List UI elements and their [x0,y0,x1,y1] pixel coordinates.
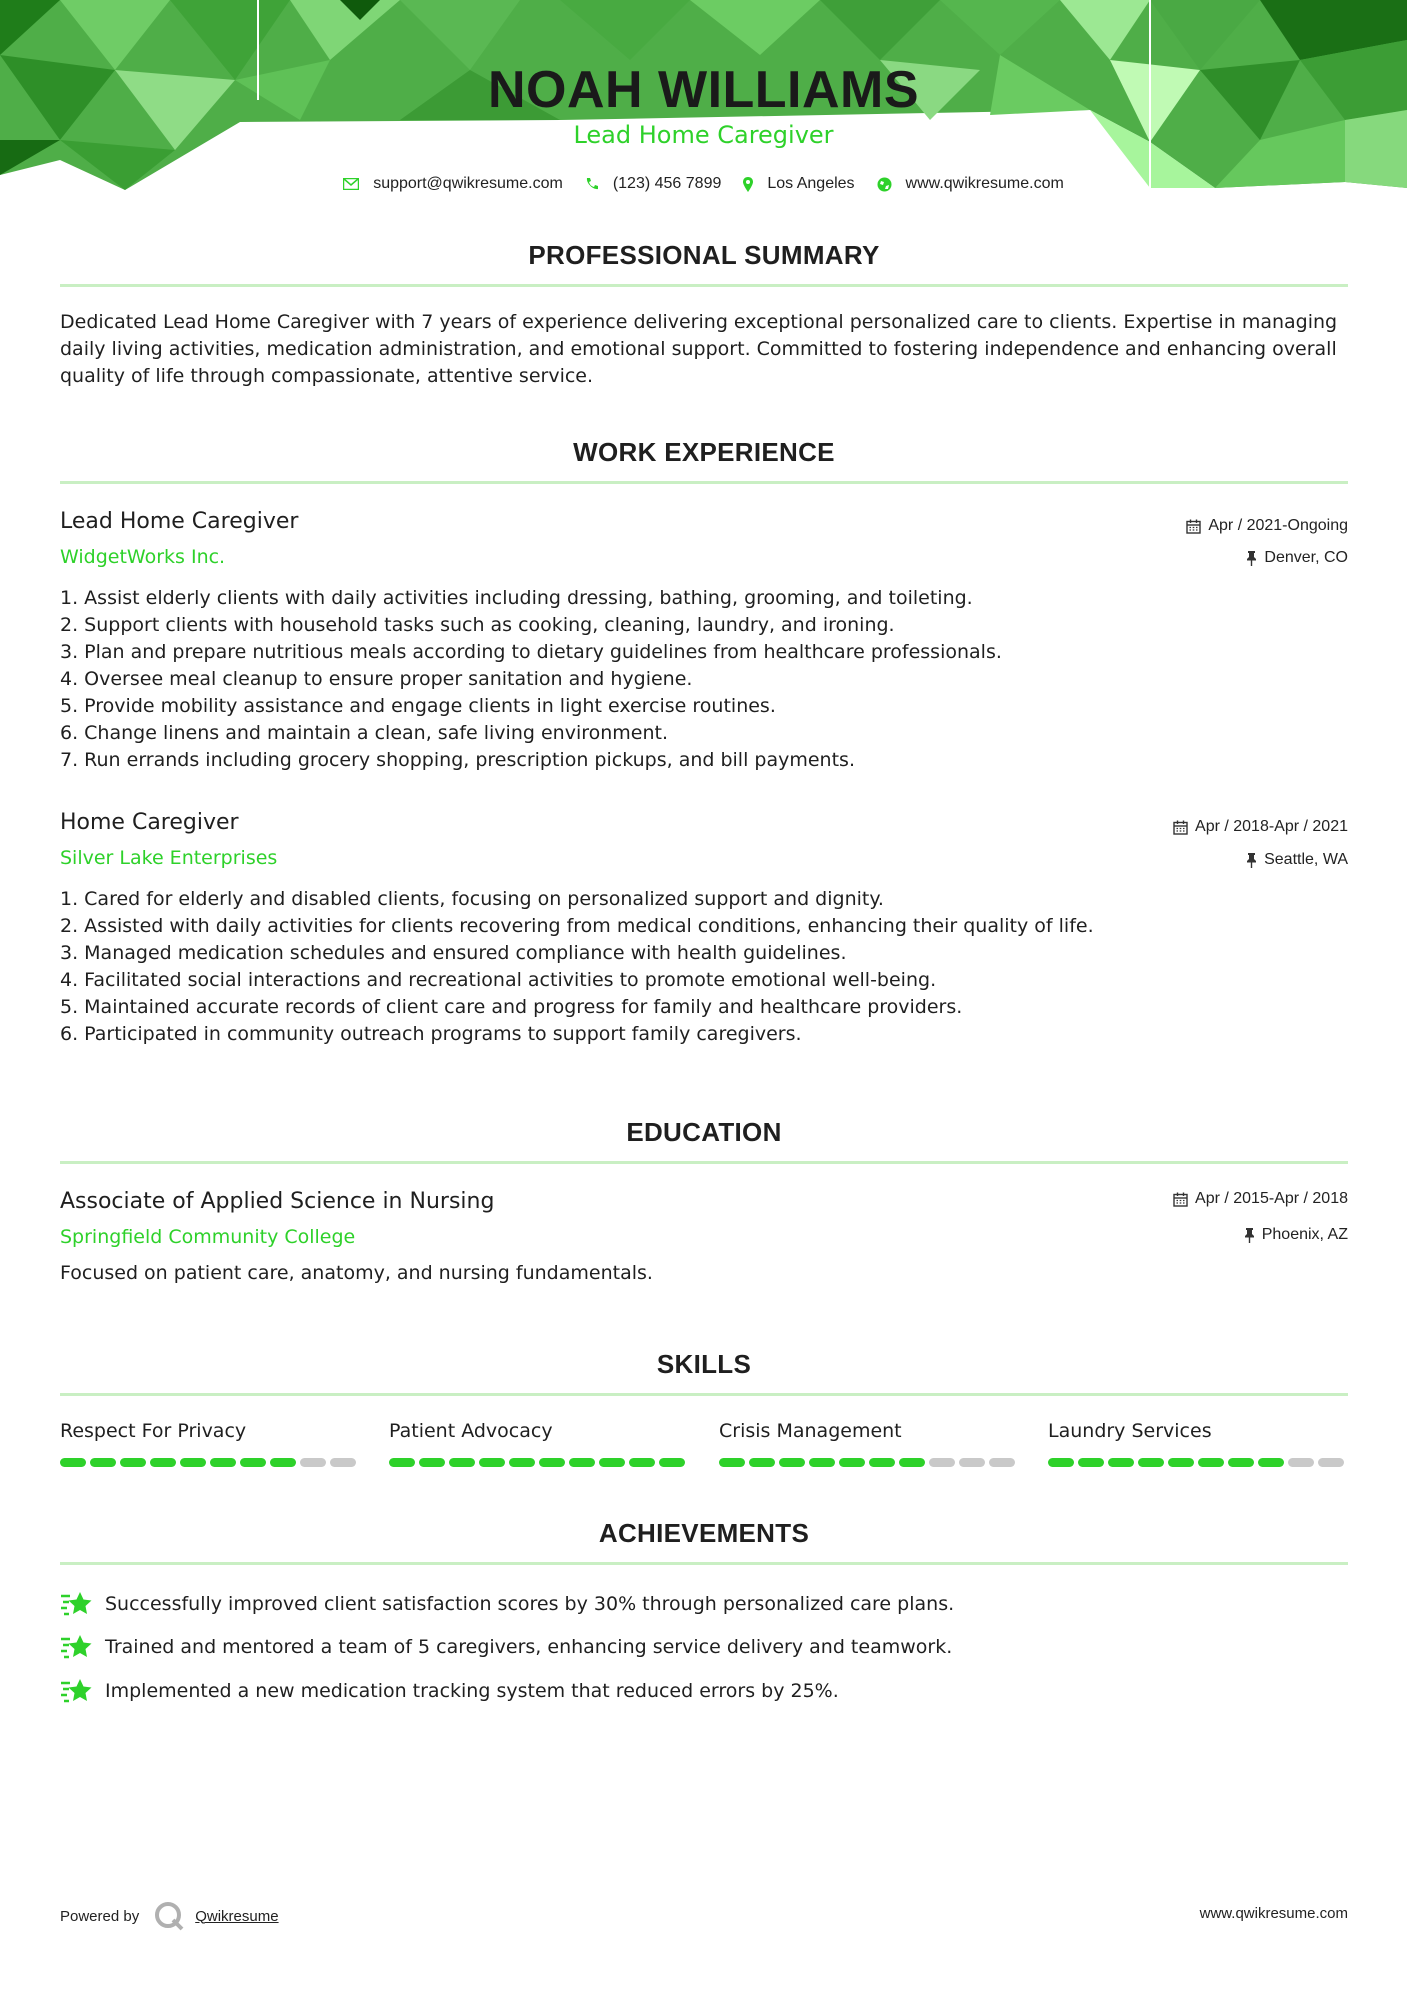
skill-segment [839,1458,865,1467]
skill-segment [270,1458,296,1467]
job-company: WidgetWorks Inc. [60,546,226,568]
footer-powered-by [60,1900,279,1932]
skill-item [719,1418,1019,1444]
skill-level-bar [60,1458,360,1467]
skill-item [1048,1418,1348,1444]
skill-level-bar [389,1458,689,1467]
candidate-name: NOAH WILLIAMS [487,61,920,119]
job-duties [60,585,1340,774]
skill-segment [1318,1458,1344,1467]
website-text: www.qwikresume.com [905,175,1064,192]
job-duties [60,886,1340,1048]
map-marker-icon [743,177,753,192]
star-trophy-icon [60,1633,93,1661]
skill-segment [809,1458,835,1467]
job-title: Lead Home Caregiver [60,509,299,534]
skill-segment [210,1458,236,1467]
achievement-item [60,1677,839,1705]
skill-segment [1168,1458,1194,1467]
skill-segment [629,1458,655,1467]
skill-name: Crisis Management [719,1420,902,1442]
skill-segment [1198,1458,1224,1467]
education-dates [1173,1189,1348,1209]
skill-segment [90,1458,116,1467]
skill-segment [719,1458,745,1467]
achievement-text: Implemented a new medication tracking system that reduced errors by 25%. [105,1680,839,1702]
skill-segment [599,1458,625,1467]
email-text: support@qwikresume.com [373,175,563,192]
skill-segment [389,1458,415,1467]
duty-item: 3. Plan and prepare nutritious meals according to dietary guidelines from healthcare professionals. [60,641,1002,663]
skill-segment [1048,1458,1074,1467]
pushpin-icon [1246,551,1257,566]
job-title: Home Caregiver [60,810,239,835]
education-description: Focused on patient care, anatomy, and nursing fundamentals. [60,1262,653,1284]
skill-level-bar [1048,1458,1348,1467]
education-divider [60,1161,1348,1164]
achievement-item [60,1633,952,1661]
skills-grid [60,1418,1348,1478]
skill-segment [449,1458,475,1467]
skill-segment [1078,1458,1104,1467]
contact-email[interactable] [343,175,563,193]
school-name: Springfield Community College [60,1226,356,1248]
job-location-text: Seattle, WA [1264,851,1348,868]
duty-item: 1. Assist elderly clients with daily activities including dressing, bathing, grooming, and toileting. [60,587,973,609]
skill-segment [1258,1458,1284,1467]
phone-text: (123) 456 7899 [612,175,722,192]
duty-item: 1. Cared for elderly and disabled clients, focusing on personalized support and dignity. [60,888,884,910]
achievements-divider [60,1562,1348,1565]
phone-icon [585,177,599,191]
duty-item: 3. Managed medication schedules and ensured compliance with health guidelines. [60,942,847,964]
duty-item: 6. Participated in community outreach programs to support family caregivers. [60,1023,802,1045]
skill-name: Patient Advocacy [389,1420,553,1442]
skill-segment [300,1458,326,1467]
duty-item: 2. Assisted with daily activities for clients recovering from medical conditions, enhancing their quality of life. [60,915,1094,937]
education-dates-text: Apr / 2015-Apr / 2018 [1195,1190,1348,1207]
skill-name: Respect For Privacy [60,1420,247,1442]
skill-segment [749,1458,775,1467]
skill-segment [899,1458,925,1467]
skill-segment [869,1458,895,1467]
skill-segment [1228,1458,1254,1467]
education-heading: EDUCATION [626,1117,782,1147]
skill-level-bar [719,1458,1019,1467]
globe-icon [877,177,892,192]
education-location [1244,1225,1348,1245]
candidate-role: Lead Home Caregiver [573,121,834,149]
summary-divider [60,284,1348,287]
skill-segment [509,1458,535,1467]
duty-item: 5. Maintained accurate records of client care and progress for family and healthcare providers. [60,996,963,1018]
skill-segment [989,1458,1015,1467]
experience-heading: WORK EXPERIENCE [573,437,835,467]
job-dates [1186,516,1348,536]
envelope-icon [343,178,359,190]
achievement-text: Successfully improved client satisfaction scores by 30% through personalized care plans. [105,1593,955,1615]
duty-item: 4. Oversee meal cleanup to ensure proper sanitation and hygiene. [60,668,693,690]
degree-title: Associate of Applied Science in Nursing [60,1189,495,1214]
skill-segment [659,1458,685,1467]
achievement-text: Trained and mentored a team of 5 caregivers, enhancing service delivery and teamwork. [105,1636,953,1658]
qwikresume-link[interactable]: Qwikresume [195,1907,279,1925]
calendar-icon [1186,519,1201,534]
skill-segment [419,1458,445,1467]
skill-name: Laundry Services [1048,1420,1212,1442]
skill-segment [779,1458,805,1467]
skill-segment [1108,1458,1134,1467]
duty-item: 7. Run errands including grocery shopping, prescription pickups, and bill payments. [60,749,855,771]
job-location [1246,850,1348,870]
duty-item: 2. Support clients with household tasks such as cooking, cleaning, laundry, and ironing. [60,614,895,636]
skill-item [389,1418,689,1444]
skill-segment [180,1458,206,1467]
skill-segment [1138,1458,1164,1467]
job-company: Silver Lake Enterprises [60,847,278,869]
education-location-text: Phoenix, AZ [1261,1226,1348,1243]
calendar-icon [1173,820,1188,835]
skill-segment [240,1458,266,1467]
skill-segment [539,1458,565,1467]
job-dates [1173,817,1348,837]
pushpin-icon [1244,1228,1255,1243]
skill-segment [479,1458,505,1467]
achievements-heading: ACHIEVEMENTS [598,1518,810,1548]
skill-segment [1288,1458,1314,1467]
summary-text: Dedicated Lead Home Caregiver with 7 years of experience delivering exceptional personalized care to clients. Expertise in managing daily living activities, medication administration, and emotional support. Committed to fostering independence and enhancing overall quality of life through compassionate, attentive service. [60,311,1338,387]
skill-segment [959,1458,985,1467]
duty-item: 6. Change linens and maintain a clean, safe living environment. [60,722,669,744]
experience-divider [60,481,1348,484]
skill-item [60,1418,360,1444]
job-location-text: Denver, CO [1264,549,1348,566]
contact-phone[interactable] [585,175,722,193]
location-text: Los Angeles [767,175,855,192]
job-dates-text: Apr / 2018-Apr / 2021 [1195,818,1348,835]
summary-heading: PROFESSIONAL SUMMARY [528,240,880,270]
duty-item: 4. Facilitated social interactions and recreational activities to promote emotional well-being. [60,969,937,991]
contact-location [743,175,854,193]
achievement-item [60,1590,954,1618]
qwikresume-logo-icon [153,1900,185,1932]
skill-segment [929,1458,955,1467]
star-trophy-icon [60,1677,93,1705]
duty-item: 5. Provide mobility assistance and engage clients in light exercise routines. [60,695,776,717]
pushpin-icon [1246,853,1257,868]
contact-website[interactable] [877,175,1064,193]
powered-by-label: Powered by [60,1907,140,1925]
calendar-icon [1173,1192,1188,1207]
contact-bar [0,172,1407,196]
skills-divider [60,1393,1348,1396]
skill-segment [60,1458,86,1467]
skill-segment [569,1458,595,1467]
skill-segment [120,1458,146,1467]
skills-heading: SKILLS [656,1349,752,1379]
footer-website[interactable]: www.qwikresume.com [1199,1905,1348,1922]
star-trophy-icon [60,1590,93,1618]
job-location [1246,548,1348,568]
skill-segment [330,1458,356,1467]
skill-segment [150,1458,176,1467]
job-dates-text: Apr / 2021-Ongoing [1208,517,1348,534]
